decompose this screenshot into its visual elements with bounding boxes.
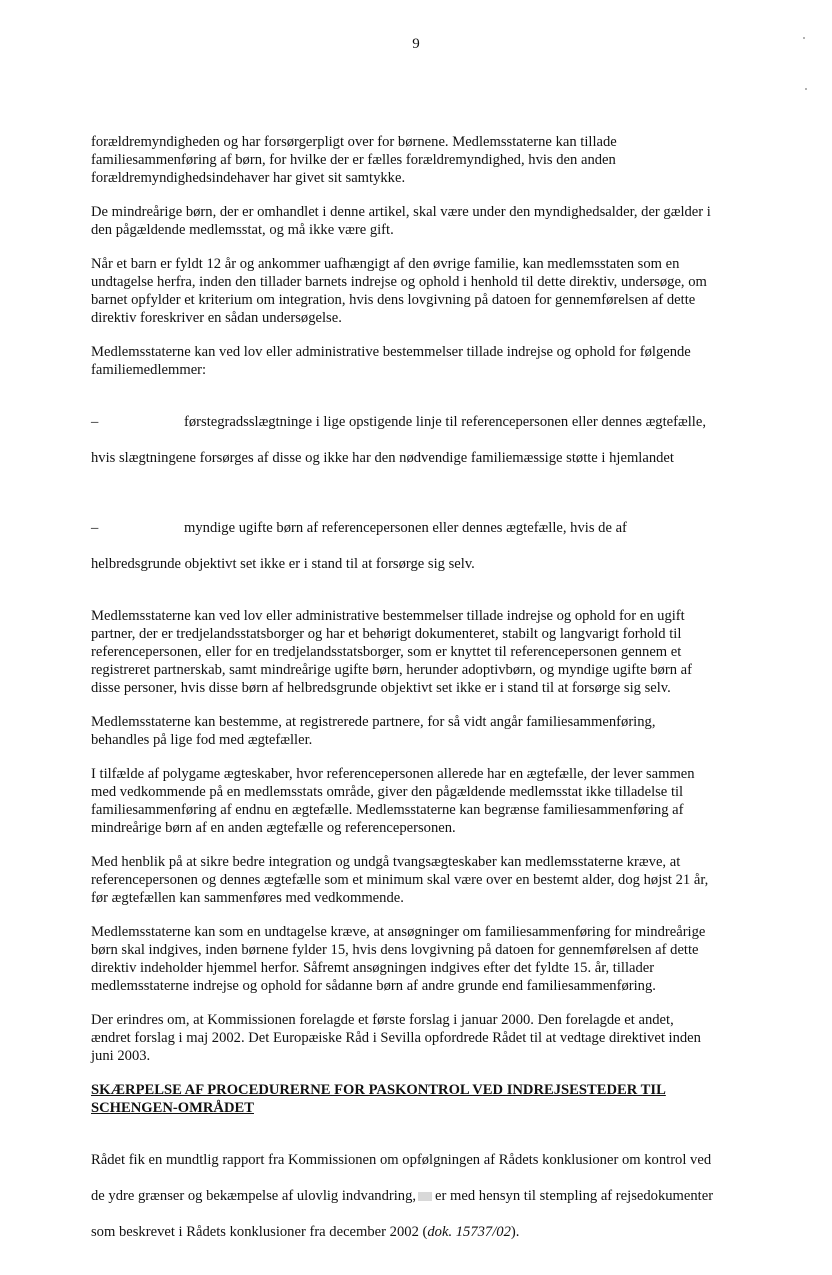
paragraph-proposal-history: Der erindres om, at Kommissionen forelagde et første forslag i januar 2000. Den forelagde et andet, ændret forslag i maj 2002. Det Europæiske Råd i Sevilla opfordrede Rådet til at vedtage direktivet inden juni 2003. xyxy=(91,1012,701,1064)
document-reference: dok. 15737/02 xyxy=(427,1224,511,1240)
paragraph-integration-criterion: Når et barn er fyldt 12 år og ankommer uafhængigt af den øvrige familie, kan medlemsstaten som en undtagelse herfra, inden den tillader barnets indrejse og ophold i henhold til dette direktiv, undersøge, om barnet opfylder et kriterium om integration, hvis dens lovgivning på datoen for gennemførelsen af dette direktiv foreskriver en sådan undersøgelse. xyxy=(91,256,707,326)
report-line-3-end: ). xyxy=(510,1224,520,1240)
paragraph-application-deadline: Medlemsstaterne kan som en undtagelse kræve, at ansøgninger om familiesammenføring for mindreårige børn skal indgives, inden børnene fylder 15, hvis dens lovgivning på datoen for gennemførelsen af dette direktiv indeholder hjemmel herfor. Såfremt ansøgningen indgives efter det fyldte 15. år, tillader medlemsstaterne indrejse og ophold for sådanne børn af andre grunde end familiesammenføring. xyxy=(91,924,706,994)
dash-marker: – xyxy=(91,520,99,536)
list-item-text-first-line: førstegradsslægtninge i lige opstigende linje til referencepersonen eller dennes ægtefælle, xyxy=(184,414,706,430)
list-item-adult-children xyxy=(91,501,759,591)
dash-marker: – xyxy=(91,414,99,430)
section-heading: SKÆRPELSE AF PROCEDURERNE FOR PASKONTROL VED INDREJSESTEDER TIL SCHENGEN-OMRÅDET xyxy=(91,1082,666,1116)
document-body xyxy=(91,133,759,1275)
paragraph-registered-partners: Medlemsstaterne kan bestemme, at registrerede partnere, for så vidt angår familiesammenføring, behandles på lige fod med ægtefæller. xyxy=(91,714,656,748)
report-line-1: Rådet fik en mundtlig rapport fra Kommissionen om opfølgningen af Rådets konklusioner om kontrol ved xyxy=(91,1152,712,1168)
report-line-2-end: er med hensyn til stempling af rejsedokumenter xyxy=(435,1188,714,1204)
list-item-text-continuation: helbredsgrunde objektivt set ikke er i stand til at forsørge sig selv. xyxy=(91,556,475,572)
smudged-text-mark xyxy=(418,1192,432,1201)
report-line-3-start: som beskrevet i Rådets konklusioner fra december 2002 ( xyxy=(91,1224,428,1240)
list-item-text-first-line: myndige ugifte børn af referencepersonen eller dennes ægtefælle, hvis de af xyxy=(184,520,627,536)
paragraph-minor-age: De mindreårige børn, der er omhandlet i denne artikel, skal være under den myndighedsalder, der gælder i den pågældende medlemsstat, og må ikke være gift. xyxy=(91,204,711,238)
paragraph-family-members-intro: Medlemsstaterne kan ved lov eller administrative bestemmelser tillade indrejse og ophold for følgende familiemedlemmer: xyxy=(91,344,691,378)
paragraph-unmarried-partner: Medlemsstaterne kan ved lov eller administrative bestemmelser tillade indrejse og ophold for en ugift partner, der er tredjelandsstatsborger og har et behørigt dokumenteret, stabilt og langvarigt forhold til referencepersonen, eller for en tredjelandsstatsborger, som er knyttet til referencepersonen gennem et registreret partnerskab, samt mindreårige ugifte børn, herunder adoptivbørn, og myndige ugifte børn af disse personer, hvis disse børn af helbredsgrunde objektivt set ikke er i stand til at forsørge sig selv. xyxy=(91,608,692,696)
paragraph-minimum-age: Med henblik på at sikre bedre integration og undgå tvangsægteskaber kan medlemsstaterne kræve, at referencepersonen og dennes ægtefælle som et minimum skal være over en bestemt alder, dog højst 21 år, før ægtefællen kan sammenføres med vedkommende. xyxy=(91,854,709,906)
paragraph-passport-control-report xyxy=(91,1133,759,1259)
list-item-ascending-relatives xyxy=(91,395,759,485)
report-line-3 xyxy=(91,1223,759,1241)
report-line-2-start: de ydre grænser og bekæmpelse af ulovlig indvandring, xyxy=(91,1188,417,1204)
report-line-2 xyxy=(91,1187,759,1205)
page-number: 9 xyxy=(412,36,420,52)
paragraph-custody-consent: forældremyndigheden og har forsørgerpligt over for børnene. Medlemsstaterne kan tillade familiesammenføring af børn, for hvilke der er fælles forældremyndighed, hvis den anden forældremyndighedsindehaver har givet sit samtykke. xyxy=(91,134,617,186)
paragraph-polygamous-marriages: I tilfælde af polygame ægteskaber, hvor referencepersonen allerede har en ægtefælle, der lever sammen med vedkommende på en medlemsstats område, giver den pågældende medlemsstat ikke tilladelse til familiesammenføring af endnu en ægtefælle. Medlemsstaterne kan begrænse familiesammenføring af mindreårige børn af en anden ægtefælle og referencepersonen. xyxy=(91,766,695,836)
margin-speck-lower xyxy=(805,88,807,90)
list-item-text-continuation: hvis slægtningene forsørges af disse og ikke har den nødvendige familiemæssige støtte i hjemlandet xyxy=(91,450,674,466)
